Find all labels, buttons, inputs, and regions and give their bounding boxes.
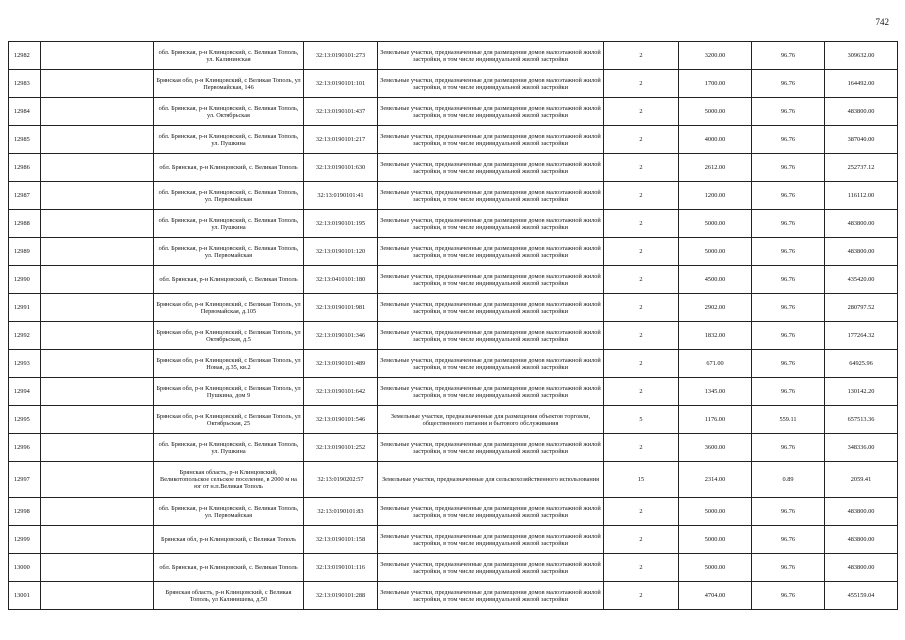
blank-cell [41, 554, 154, 582]
address-cell: Брянская область, р-н Клинцовский, Великотопольское сельское поселение, в 2000 м на юг от н.п.Великая Тополь [154, 462, 304, 498]
table-row [9, 70, 898, 98]
area-cell: 5000.00 [679, 498, 752, 526]
blank-cell [41, 154, 154, 182]
specific-value-cell: 96.76 [752, 322, 825, 350]
land-use-cell: Земельные участки, предназначенные для размещения домов малоэтажной жилой застройки, в том числе индивидуальной жилой застройки [378, 238, 604, 266]
area-cell: 5000.00 [679, 210, 752, 238]
address-cell: обл. Брянская, р-н Клинцовский, с. Великая Тополь, ул. Первомайская [154, 498, 304, 526]
cadastral-value-cell: 483800.00 [825, 526, 898, 554]
row-number: 12988 [9, 210, 41, 238]
row-number: 12986 [9, 154, 41, 182]
table-row [9, 154, 898, 182]
cadastral-value-cell: 455159.04 [825, 582, 898, 610]
cadastral-number: 32:13:0190202:57 [304, 462, 378, 498]
area-cell: 671.00 [679, 350, 752, 378]
area-cell: 5000.00 [679, 238, 752, 266]
table-row [9, 322, 898, 350]
cadastral-number: 32:13:0190101:158 [304, 526, 378, 554]
row-number: 12991 [9, 294, 41, 322]
land-use-cell: Земельные участки, предназначенные для размещения домов малоэтажной жилой застройки, в том числе индивидуальной жилой застройки [378, 182, 604, 210]
specific-value-cell: 96.76 [752, 238, 825, 266]
specific-value-cell: 96.76 [752, 266, 825, 294]
area-cell: 1345.00 [679, 378, 752, 406]
row-number: 12994 [9, 378, 41, 406]
cadastral-value-cell: 177264.32 [825, 322, 898, 350]
blank-cell [41, 406, 154, 434]
cadastral-value-cell: 435420.00 [825, 266, 898, 294]
row-number: 12984 [9, 98, 41, 126]
land-use-cell: Земельные участки, предназначенные для размещения домов малоэтажной жилой застройки, в том числе индивидуальной жилой застройки [378, 294, 604, 322]
use-group-cell: 15 [604, 462, 679, 498]
cadastral-number: 32:13:0190101:101 [304, 70, 378, 98]
cadastral-value-cell: 252737.12 [825, 154, 898, 182]
use-group-cell: 2 [604, 238, 679, 266]
cadastral-number: 32:13:0190101:630 [304, 154, 378, 182]
cadastral-value-cell: 483800.00 [825, 210, 898, 238]
land-registry-table [8, 41, 898, 610]
address-cell: обл. Брянская, р-н Клинцовский, с. Великая Тополь [154, 266, 304, 294]
specific-value-cell: 96.76 [752, 294, 825, 322]
table-row [9, 582, 898, 610]
use-group-cell: 2 [604, 70, 679, 98]
use-group-cell: 2 [604, 294, 679, 322]
cadastral-value-cell: 280797.52 [825, 294, 898, 322]
blank-cell [41, 294, 154, 322]
area-cell: 1176.00 [679, 406, 752, 434]
cadastral-number: 32:13:0190101:346 [304, 322, 378, 350]
table-row [9, 498, 898, 526]
blank-cell [41, 582, 154, 610]
address-cell: обл. Брянская, р-н Клинцовский, с. Великая Тополь, ул. Пушкина [154, 434, 304, 462]
area-cell: 2612.00 [679, 154, 752, 182]
use-group-cell: 2 [604, 350, 679, 378]
use-group-cell: 2 [604, 266, 679, 294]
table-row [9, 266, 898, 294]
cadastral-value-cell: 348336.00 [825, 434, 898, 462]
address-cell: обл. Брянская, р-н Клинцовский, с. Великая Тополь [154, 154, 304, 182]
address-cell: Брянская обл, р-н Клинцовский, с Великая Тополь, ул Октябрьская, 25 [154, 406, 304, 434]
area-cell: 3600.00 [679, 434, 752, 462]
table-row [9, 554, 898, 582]
area-cell: 2314.00 [679, 462, 752, 498]
use-group-cell: 5 [604, 406, 679, 434]
address-cell: Брянская область, р-н Клинцовский, с Великая Тополь, ул Калинишева, д.50 [154, 582, 304, 610]
land-use-cell: Земельные участки, предназначенные для размещения домов малоэтажной жилой застройки, в том числе индивидуальной жилой застройки [378, 154, 604, 182]
table-row [9, 462, 898, 498]
specific-value-cell: 96.76 [752, 498, 825, 526]
row-number: 12998 [9, 498, 41, 526]
cadastral-number: 32:13:0190101:288 [304, 582, 378, 610]
use-group-cell: 2 [604, 98, 679, 126]
cadastral-value-cell: 657513.36 [825, 406, 898, 434]
address-cell: обл. Брянская, р-н Клинцовский, с. Великая Тополь, ул. Первомайская [154, 238, 304, 266]
address-cell: Брянская обл, р-н Клинцовский, с Великая Тополь, ул Новая, д.35, кв.2 [154, 350, 304, 378]
blank-cell [41, 238, 154, 266]
specific-value-cell: 96.76 [752, 42, 825, 70]
area-cell: 4000.00 [679, 126, 752, 154]
blank-cell [41, 70, 154, 98]
table-row [9, 42, 898, 70]
blank-cell [41, 182, 154, 210]
area-cell: 1832.00 [679, 322, 752, 350]
land-use-cell: Земельные участки, предназначенные для размещения домов малоэтажной жилой застройки, в том числе индивидуальной жилой застройки [378, 526, 604, 554]
row-number: 12983 [9, 70, 41, 98]
land-use-cell: Земельные участки, предназначенные для размещения домов малоэтажной жилой застройки, в том числе индивидуальной жилой застройки [378, 554, 604, 582]
cadastral-value-cell: 164492.00 [825, 70, 898, 98]
row-number: 12997 [9, 462, 41, 498]
row-number: 12995 [9, 406, 41, 434]
cadastral-value-cell: 309632.00 [825, 42, 898, 70]
registry-body [9, 42, 898, 610]
cadastral-number: 32:13:0190101:252 [304, 434, 378, 462]
address-cell: обл. Брянская, р-н Клинцовский, с. Великая Тополь [154, 554, 304, 582]
cadastral-value-cell: 2059.41 [825, 462, 898, 498]
row-number: 12982 [9, 42, 41, 70]
blank-cell [41, 378, 154, 406]
address-cell: обл. Брянская, р-н Клинцовский, с. Великая Тополь, ул. Калининская [154, 42, 304, 70]
cadastral-value-cell: 483800.00 [825, 554, 898, 582]
table-row [9, 434, 898, 462]
use-group-cell: 2 [604, 434, 679, 462]
blank-cell [41, 350, 154, 378]
cadastral-value-cell: 64925.96 [825, 350, 898, 378]
specific-value-cell: 96.76 [752, 70, 825, 98]
table-row [9, 350, 898, 378]
page-number: 742 [875, 17, 889, 27]
cadastral-number: 32:13:0190101:437 [304, 98, 378, 126]
table-row [9, 98, 898, 126]
land-use-cell: Земельные участки, предназначенные для размещения домов малоэтажной жилой застройки, в том числе индивидуальной жилой застройки [378, 98, 604, 126]
table-row [9, 378, 898, 406]
land-use-cell: Земельные участки, предназначенные для размещения домов малоэтажной жилой застройки, в том числе индивидуальной жилой застройки [378, 498, 604, 526]
specific-value-cell: 96.76 [752, 154, 825, 182]
address-cell: обл. Брянская, р-н Клинцовский, с. Великая Тополь, ул. Пушкина [154, 126, 304, 154]
table-row [9, 182, 898, 210]
area-cell: 4500.00 [679, 266, 752, 294]
cadastral-value-cell: 483800.00 [825, 98, 898, 126]
area-cell: 1700.00 [679, 70, 752, 98]
land-use-cell: Земельные участки, предназначенные для сельскохозяйственного использования [378, 462, 604, 498]
land-use-cell: Земельные участки, предназначенные для размещения домов малоэтажной жилой застройки, в том числе индивидуальной жилой застройки [378, 266, 604, 294]
row-number: 12990 [9, 266, 41, 294]
land-use-cell: Земельные участки, предназначенные для размещения домов малоэтажной жилой застройки, в том числе индивидуальной жилой застройки [378, 350, 604, 378]
cadastral-number: 32:13:0190101:981 [304, 294, 378, 322]
land-use-cell: Земельные участки, предназначенные для размещения домов малоэтажной жилой застройки, в том числе индивидуальной жилой застройки [378, 378, 604, 406]
area-cell: 5000.00 [679, 526, 752, 554]
cadastral-value-cell: 387040.00 [825, 126, 898, 154]
address-cell: обл. Брянская, р-н Клинцовский, с. Великая Тополь, ул. Октябрьская [154, 98, 304, 126]
specific-value-cell: 96.76 [752, 98, 825, 126]
address-cell: Брянская обл, р-н Клинцовский, с Великая Тополь, ул Первомайская, 146 [154, 70, 304, 98]
row-number: 12993 [9, 350, 41, 378]
area-cell: 3200.00 [679, 42, 752, 70]
specific-value-cell: 96.76 [752, 210, 825, 238]
address-cell: Брянская обл, р-н Клинцовский, с Великая Тополь, ул Пушкина, дом 9 [154, 378, 304, 406]
cadastral-number: 32:13:0190101:83 [304, 498, 378, 526]
address-cell: Брянская обл, р-н Клинцовский, с Великая Тополь, ул Октябрьская, д.5 [154, 322, 304, 350]
land-use-cell: Земельные участки, предназначенные для размещения домов малоэтажной жилой застройки, в том числе индивидуальной жилой застройки [378, 434, 604, 462]
land-use-cell: Земельные участки, предназначенные для размещения домов малоэтажной жилой застройки, в том числе индивидуальной жилой застройки [378, 126, 604, 154]
cadastral-number: 32:13:0190101:273 [304, 42, 378, 70]
specific-value-cell: 96.76 [752, 378, 825, 406]
table-row [9, 210, 898, 238]
use-group-cell: 2 [604, 182, 679, 210]
blank-cell [41, 266, 154, 294]
blank-cell [41, 462, 154, 498]
specific-value-cell: 96.76 [752, 350, 825, 378]
specific-value-cell: 96.76 [752, 582, 825, 610]
use-group-cell: 2 [604, 126, 679, 154]
table-row [9, 526, 898, 554]
address-cell: обл. Брянская, р-н Клинцовский, с. Великая Тополь, ул. Пушкина [154, 210, 304, 238]
area-cell: 4704.00 [679, 582, 752, 610]
cadastral-value-cell: 116112.00 [825, 182, 898, 210]
blank-cell [41, 434, 154, 462]
cadastral-number: 32:13:0190101:489 [304, 350, 378, 378]
use-group-cell: 2 [604, 582, 679, 610]
land-use-cell: Земельные участки, предназначенные для размещения домов малоэтажной жилой застройки, в том числе индивидуальной жилой застройки [378, 582, 604, 610]
row-number: 13001 [9, 582, 41, 610]
blank-cell [41, 526, 154, 554]
land-use-cell: Земельные участки, предназначенные для размещения домов малоэтажной жилой застройки, в том числе индивидуальной жилой застройки [378, 210, 604, 238]
blank-cell [41, 98, 154, 126]
table-row [9, 294, 898, 322]
land-use-cell: Земельные участки, предназначенные для размещения объектов торговли, общественного питания и бытового обслуживания [378, 406, 604, 434]
blank-cell [41, 210, 154, 238]
cadastral-number: 32:13:0410101:180 [304, 266, 378, 294]
cadastral-number: 32:13:0190101:116 [304, 554, 378, 582]
table-row [9, 238, 898, 266]
use-group-cell: 2 [604, 210, 679, 238]
table-row [9, 126, 898, 154]
area-cell: 2902.00 [679, 294, 752, 322]
row-number: 13000 [9, 554, 41, 582]
area-cell: 1200.00 [679, 182, 752, 210]
land-use-cell: Земельные участки, предназначенные для размещения домов малоэтажной жилой застройки, в том числе индивидуальной жилой застройки [378, 70, 604, 98]
row-number: 12987 [9, 182, 41, 210]
use-group-cell: 2 [604, 378, 679, 406]
specific-value-cell: 96.76 [752, 554, 825, 582]
address-cell: обл. Брянская, р-н Клинцовский, с. Великая Тополь, ул. Первомайская [154, 182, 304, 210]
area-cell: 5000.00 [679, 554, 752, 582]
specific-value-cell: 559.11 [752, 406, 825, 434]
row-number: 12989 [9, 238, 41, 266]
specific-value-cell: 96.76 [752, 126, 825, 154]
row-number: 12992 [9, 322, 41, 350]
use-group-cell: 2 [604, 154, 679, 182]
specific-value-cell: 96.76 [752, 182, 825, 210]
row-number: 12985 [9, 126, 41, 154]
cadastral-value-cell: 483800.00 [825, 498, 898, 526]
land-use-cell: Земельные участки, предназначенные для размещения домов малоэтажной жилой застройки, в том числе индивидуальной жилой застройки [378, 322, 604, 350]
blank-cell [41, 322, 154, 350]
use-group-cell: 2 [604, 322, 679, 350]
blank-cell [41, 42, 154, 70]
specific-value-cell: 0.89 [752, 462, 825, 498]
cadastral-number: 32:13:0190101:546 [304, 406, 378, 434]
cadastral-number: 32:13:0190101:217 [304, 126, 378, 154]
cadastral-value-cell: 483800.00 [825, 238, 898, 266]
cadastral-number: 32:13:0190101:120 [304, 238, 378, 266]
cadastral-value-cell: 130142.20 [825, 378, 898, 406]
use-group-cell: 2 [604, 526, 679, 554]
blank-cell [41, 498, 154, 526]
specific-value-cell: 96.76 [752, 526, 825, 554]
cadastral-number: 32:13:0190101:642 [304, 378, 378, 406]
specific-value-cell: 96.76 [752, 434, 825, 462]
use-group-cell: 2 [604, 498, 679, 526]
land-use-cell: Земельные участки, предназначенные для размещения домов малоэтажной жилой застройки, в том числе индивидуальной жилой застройки [378, 42, 604, 70]
address-cell: Брянская обл, р-н Клинцовский, с Великая Тополь [154, 526, 304, 554]
area-cell: 5000.00 [679, 98, 752, 126]
use-group-cell: 2 [604, 554, 679, 582]
cadastral-number: 32:13:0190101:41 [304, 182, 378, 210]
blank-cell [41, 126, 154, 154]
row-number: 12999 [9, 526, 41, 554]
address-cell: Брянская обл, р-н Клинцовский, с Великая Тополь, ул Первомайская, д.105 [154, 294, 304, 322]
use-group-cell: 2 [604, 42, 679, 70]
table-row [9, 406, 898, 434]
row-number: 12996 [9, 434, 41, 462]
cadastral-number: 32:13:0190101:195 [304, 210, 378, 238]
